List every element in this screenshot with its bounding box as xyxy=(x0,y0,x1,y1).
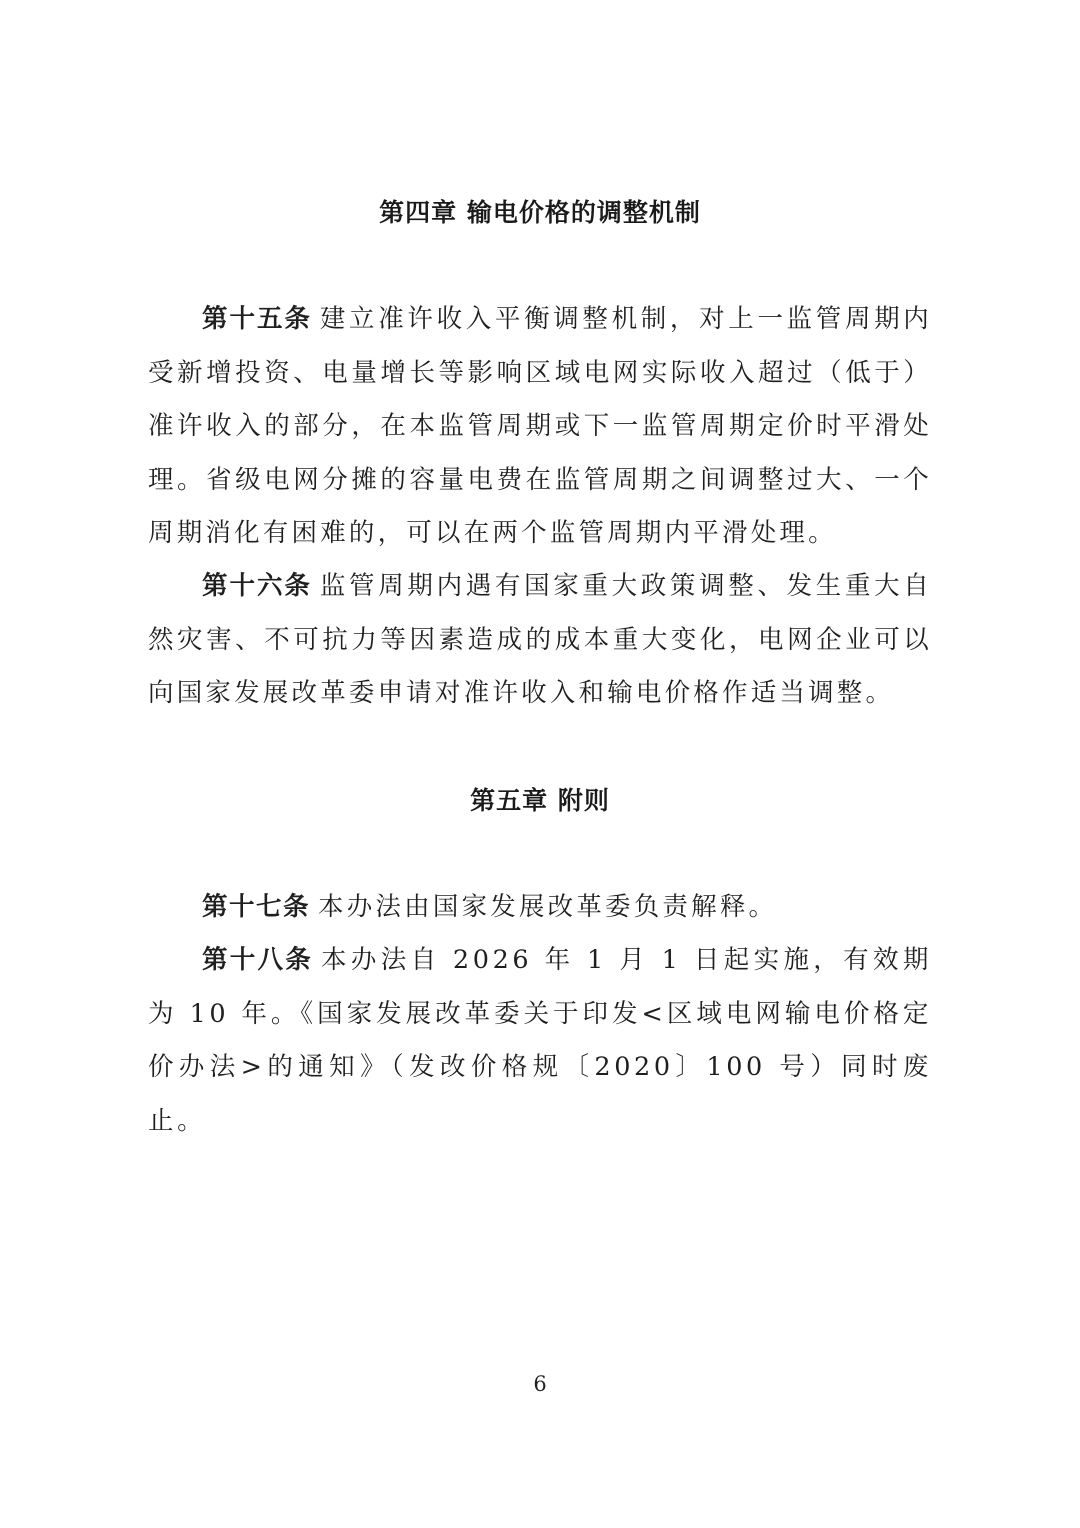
page-number: 6 xyxy=(533,1372,547,1396)
article-sixteen-label: 第十六条 xyxy=(202,571,312,601)
article-fifteen-text: 建立准许收入平衡调整机制，对上一监管周期内受新增投资、电量增长等影响区域电网实际收入超过（低于）准许收入的部分，在本监管周期或下一监管周期定价时平滑处理。省级电网分摊的容量电费在监管周期之间调整过大、一个周期消化有困难的，可以在两个监管周期内平滑处理。 xyxy=(148,304,932,548)
article-sixteen-text: 监管周期内遇有国家重大政策调整、发生重大自然灾害、不可抗力等因素造成的成本重大变化，电网企业可以向国家发展改革委申请对准许收入和输电价格作适当调整。 xyxy=(148,571,932,708)
article-sixteen xyxy=(148,560,932,721)
article-fifteen xyxy=(148,293,932,561)
article-seventeen-text: 本办法由国家发展改革委负责解释。 xyxy=(318,892,778,922)
article-eighteen xyxy=(148,934,932,1148)
article-fifteen-label: 第十五条 xyxy=(202,304,312,334)
article-eighteen-text: 本办法自 2026 年 1 月 1 日起实施，有效期为 10 年。《国家发展改革委关于印发<区域电网输电价格定价办法>的通知》（发改价格规〔2020〕100 号）同时废止。 xyxy=(148,945,932,1136)
chapter-four-heading: 第四章 输电价格的调整机制 xyxy=(379,198,701,227)
article-seventeen xyxy=(148,881,932,935)
article-seventeen-label: 第十七条 xyxy=(202,892,311,922)
chapter-five-heading: 第五章 附则 xyxy=(470,786,610,815)
article-eighteen-label: 第十八条 xyxy=(202,945,314,975)
